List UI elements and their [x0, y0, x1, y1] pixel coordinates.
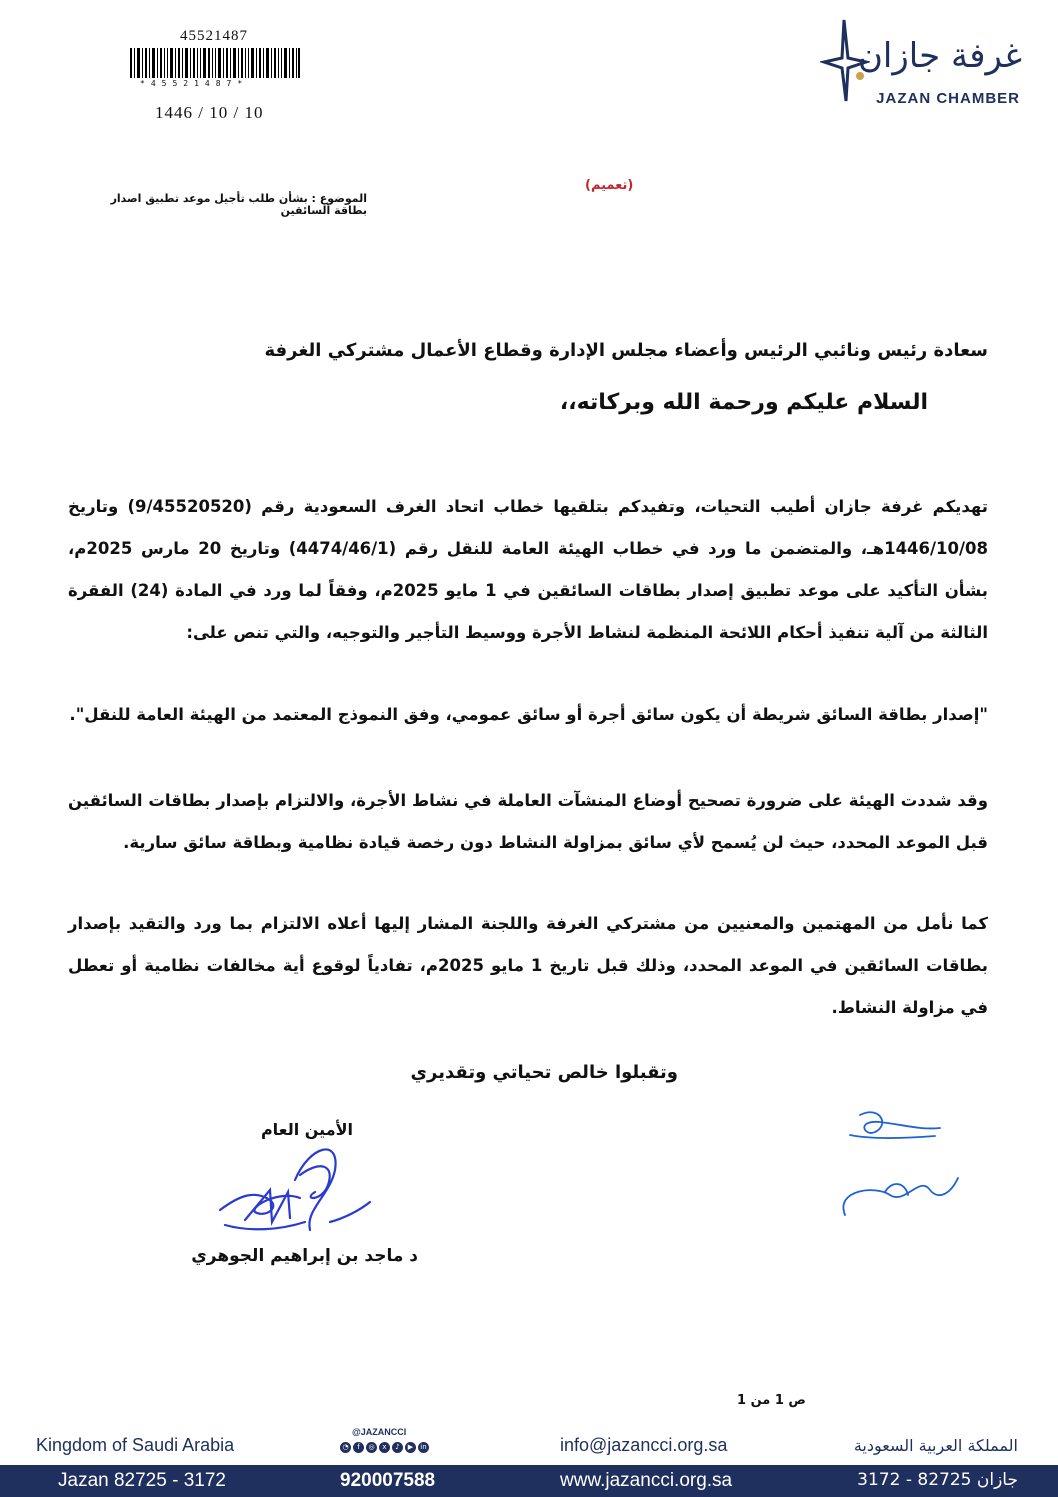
linkedin-icon[interactable]: in: [418, 1442, 429, 1453]
greeting: السلام عليكم ورحمة الله وبركاته،،: [559, 390, 928, 415]
footer-city-ar: جازان 82725 - 3172: [857, 1470, 1018, 1490]
subject-line: الموضوع : بشأن طلب تأجيل موعد تطبيق اصدار بطاقة السائقين: [110, 192, 367, 217]
signatory-name: د ماجد بن إبراهيم الجوهري: [191, 1246, 418, 1266]
x-icon[interactable]: x: [379, 1442, 390, 1453]
social-icons: [340, 1442, 429, 1453]
footer-email[interactable]: info@jazancci.org.sa: [560, 1435, 728, 1455]
barcode-text: *45521487*: [140, 79, 249, 88]
hijri-date: 1446 / 10 / 10: [155, 103, 264, 122]
tiktok-icon[interactable]: ♪: [392, 1442, 403, 1453]
paragraph-1: تهديكم غرفة جازان أطيب التحيات، وتفيدكم بتلقيها خطاب اتحاد الغرف السعودية رقم (9/45520520) وتاريخ 1446/10/08هـ، والمتضمن ما ورد في خطاب الهيئة العامة للنقل رقم (4474/46/1) وتاريخ 20 مارس 2025م، بشأن التأكيد على موعد تطبيق إصدار بطاقات السائقين في 1 مايو 2025م، وفقاً لما ورد في المادة (24) الفقرة الثالثة من آلية تنفيذ أحكام اللائحة المنظمة لنشاط الأجرة ووسيط التأجير والتوجيه، والتي تنص على:: [68, 497, 988, 642]
footer-city-en: Jazan 82725 - 3172: [58, 1470, 226, 1491]
paragraph-2: وقد شددت الهيئة على ضرورة تصحيح أوضاع المنشآت العاملة في نشاط الأجرة، والالتزام بإصدار بطاقات السائقين قبل الموعد المحدد، حيث لن يُسمح لأي سائق بمزاولة النشاط دون رخصة قيادة نظامية وبطاقة سائق سارية.: [68, 791, 988, 852]
quoted-clause: "إصدار بطاقة السائق شريطة أن يكون سائق أجرة أو سائق عمومي، وفق النموذج المعتمد من الهيئة العامة للنقل".: [69, 705, 988, 724]
youtube-icon[interactable]: ▶: [405, 1442, 416, 1453]
footer-website[interactable]: www.jazancci.org.sa: [560, 1470, 733, 1491]
instagram-icon[interactable]: ◎: [366, 1442, 377, 1453]
barcode: [130, 48, 300, 78]
circular-label: (تعميم): [585, 178, 634, 193]
signatory-title: الأمين العام: [260, 1120, 353, 1139]
reference-number: 45521487: [180, 28, 248, 44]
closing-line: وتقبلوا خالص تحياتي وتقديري: [410, 1062, 678, 1083]
footer-phone[interactable]: 920007588: [340, 1470, 436, 1491]
stamp-signature-icon: [830, 1100, 970, 1220]
snapchat-icon[interactable]: ◔: [340, 1442, 351, 1453]
footer-country-ar: المملكة العربية السعودية: [853, 1436, 1018, 1455]
paragraph-3: كما نأمل من المهتمين والمعنيين من مشتركي الغرفة واللجنة المشار إليها أعلاه الالتزام بما ورد والتقيد بإصدار بطاقات السائقين في الموعد المحدد، وذلك قبل تاريخ 1 مايو 2025م، تفادياً لوقوع أية مخالفات نظامية أو تعطل في مزاولة النشاط.: [68, 914, 988, 1017]
logo-arabic-text: غرفة جازان: [857, 36, 1022, 76]
social-handle[interactable]: @JAZANCCI: [352, 1427, 407, 1437]
logo-english-text: JAZAN CHAMBER: [876, 90, 1020, 107]
page-number: ص 1 من 1: [737, 1393, 806, 1408]
footer-country-en: Kingdom of Saudi Arabia: [36, 1435, 235, 1455]
signature-icon: [210, 1140, 380, 1245]
addressee: سعادة رئيس ونائبي الرئيس وأعضاء مجلس الإدارة وقطاع الأعمال مشتركي الغرفة: [264, 340, 988, 361]
facebook-icon[interactable]: f: [353, 1442, 364, 1453]
